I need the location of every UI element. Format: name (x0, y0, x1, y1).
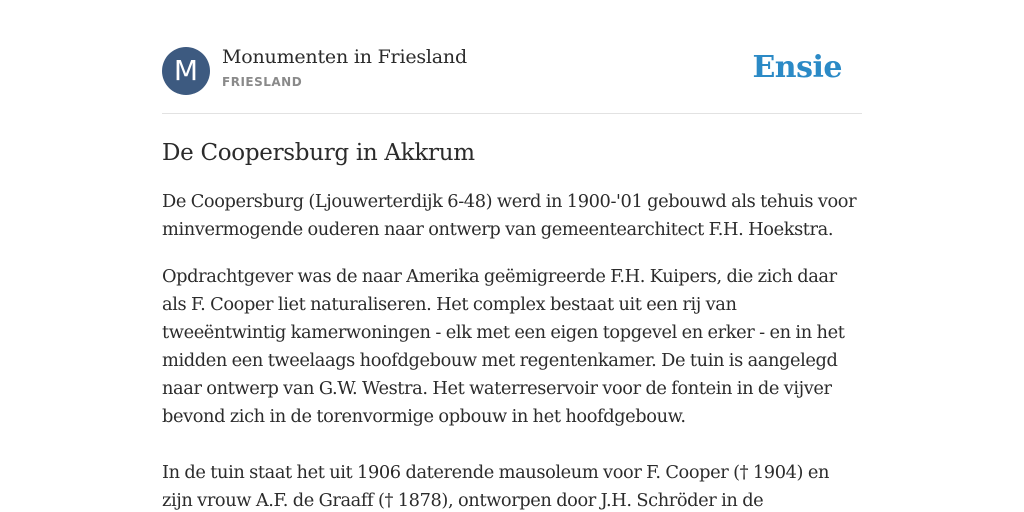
article-paragraph-2: Opdrachtgever was de naar Amerika geëmigreerde F.H. Kuipers, die zich daar als F. Cooper liet naturaliseren. Het complex bestaat uit een rij van tweeëntwintig kamerwoningen - elk met een eigen topgevel en erker - en in het midden een tweelaags hoofdgebouw met regentenkamer. De tuin is aangelegd naar ontwerp van G.W. Westra. Het waterreservoir voor de fontein in de vijver bevond zich in de torenvormige opbouw in het hoofdgebouw. (162, 266, 845, 427)
article-paragraph-1: De Coopersburg (Ljouwerterdijk 6-48) werd in 1900-'01 gebouwd als tehuis voor minvermogende ouderen naar ontwerp van gemeentearchitect F.H. Hoekstra. (162, 191, 857, 240)
site-header (162, 0, 862, 114)
site-avatar[interactable]: M (162, 47, 210, 95)
article-title: De Coopersburg in Akkrum (162, 140, 475, 166)
ensie-logo[interactable]: Ensie (752, 50, 842, 85)
page-container (162, 0, 862, 512)
site-title[interactable]: Monumenten in Friesland (222, 46, 467, 68)
site-subtitle: FRIESLAND (222, 75, 303, 89)
article-paragraph-3: In de tuin staat het uit 1906 daterende mausoleum voor F. Cooper († 1904) en zijn vrouw A.F. de Graaff († 1878), ontworpen door J.H. Schröder in de (162, 462, 830, 511)
